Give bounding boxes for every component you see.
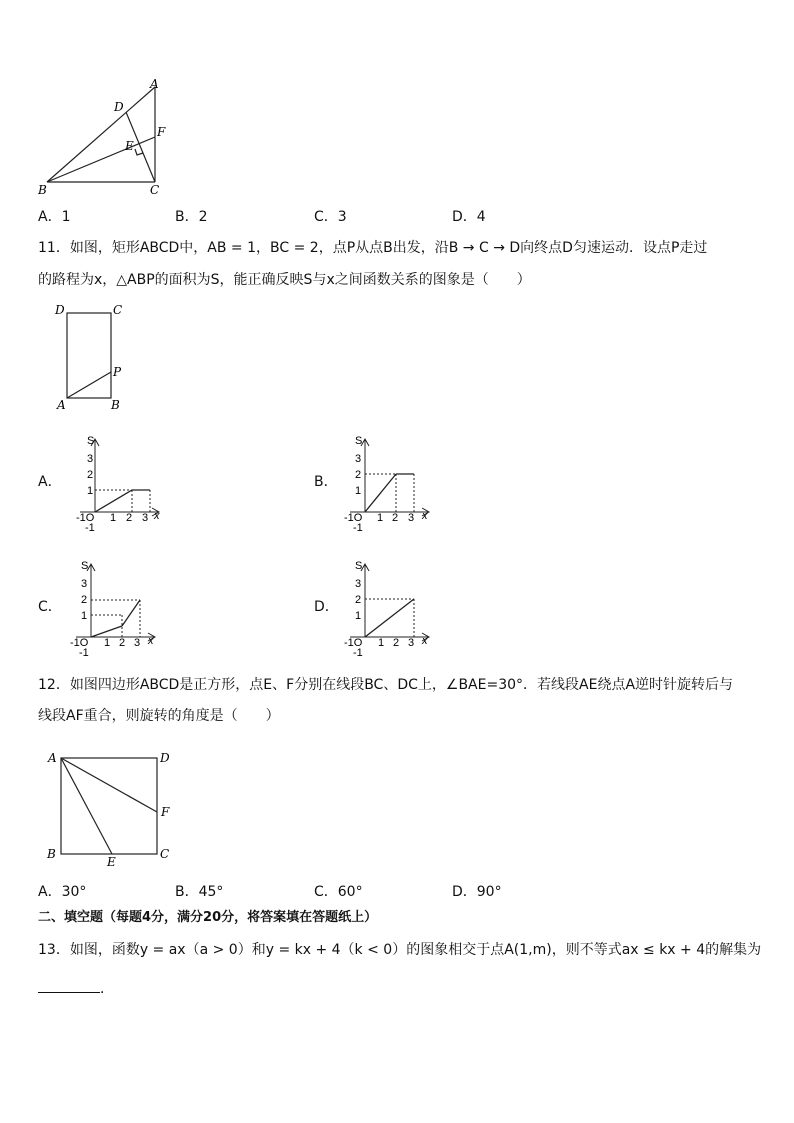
graph-b-neg-one: -1 (353, 522, 363, 534)
graph-c-origin: -1O (70, 637, 89, 649)
q12-option-a[interactable]: A．30° (38, 884, 87, 900)
section-fill-in-title: 二、填空题（每题4分，满分20分，将答案填在答题纸上） (38, 910, 378, 925)
graph-c-neg-one: -1 (79, 647, 89, 659)
graph-c-ytick-3: 3 (81, 578, 88, 590)
graph-c-xtick-2: 2 (119, 637, 126, 649)
graph-a-ytick-2: 2 (87, 469, 94, 481)
graph-a-s-label: S (87, 435, 95, 447)
graph-c-s-label: S (81, 560, 89, 572)
q10-option-b[interactable]: B．2 (175, 209, 208, 225)
fig10-label-d: D (114, 100, 124, 114)
graph-a-xtick-1: 1 (110, 512, 117, 524)
q11-rect-label-p: P (113, 365, 122, 379)
graph-c-xtick-1: 1 (104, 637, 111, 649)
graph-a-xtick-3: 3 (142, 512, 149, 524)
graph-b-ytick-2: 2 (355, 469, 362, 481)
graph-a-x-label: x (154, 510, 160, 522)
graph-b-x-label: x (422, 510, 428, 522)
q12-option-d[interactable]: D．90° (452, 884, 502, 900)
q11-rect-label-c: C (113, 303, 123, 317)
graph-d-ytick-3: 3 (355, 578, 362, 590)
graph-b-ytick-3: 3 (355, 453, 362, 465)
fig10-label-c: C (150, 183, 160, 197)
graph-b-s-label: S (355, 435, 363, 447)
graph-b-xtick-3: 3 (408, 512, 415, 524)
q10-option-a[interactable]: A．1 (38, 209, 71, 225)
fig10-label-b: B (38, 183, 47, 197)
graph-d-ytick-1: 1 (355, 610, 362, 622)
graph-d-x-label: x (422, 635, 428, 647)
q12-label-f: F (161, 805, 170, 819)
q11-stem-line1: 11．如图，矩形ABCD中，AB = 1，BC = 2，点P从点B出发，沿B → C → D向终点D匀速运动．设点P走过 (38, 240, 708, 256)
q13-answer-blank[interactable] (38, 976, 100, 993)
q11-stem-line2: 的路程为x，△ABP的面积为S，能正确反映S与x之间函数关系的图象是（ ） (38, 272, 531, 288)
q12-stem-line2: 线段AF重合，则旋转的角度是（ ） (38, 708, 280, 724)
graph-d-origin: -1O (344, 637, 363, 649)
q10-option-d[interactable]: D．4 (452, 209, 486, 225)
graph-b-origin: -1O (344, 512, 363, 524)
graph-d-xtick-2: 2 (393, 637, 400, 649)
q11-option-c[interactable]: C． (38, 599, 62, 615)
graph-c-x-label: x (148, 635, 154, 647)
q11-rect-label-b: B (111, 398, 120, 412)
graph-b-ytick-1: 1 (355, 485, 362, 497)
q12-label-a: A (48, 751, 57, 765)
fig10-label-f: F (157, 125, 166, 139)
graph-d-s-label: S (355, 560, 363, 572)
graph-a-origin: -1O (76, 512, 95, 524)
q10-option-c[interactable]: C．3 (314, 209, 347, 225)
q11-rect-label-d: D (55, 303, 65, 317)
q13-stem: 13．如图，函数y = ax（a > 0）和y = kx + 4（k < 0）的图象相交于点A(1,m)，则不等式ax ≤ kx + 4的解集为 (38, 942, 762, 958)
graph-d-neg-one: -1 (353, 647, 363, 659)
q11-rect-label-a: A (57, 398, 66, 412)
graph-a-neg-one: -1 (85, 522, 95, 534)
q11-option-a[interactable]: A． (38, 474, 62, 490)
q12-stem-line1: 12．如图四边形ABCD是正方形，点E、F分别在线段BC、DC上，∠BAE=30°．若线段AE绕点A逆时针旋转后与 (38, 677, 734, 693)
graph-a-ytick-1: 1 (87, 485, 94, 497)
q12-label-b: B (47, 847, 56, 861)
graph-d-ytick-2: 2 (355, 594, 362, 606)
graph-a-ytick-3: 3 (87, 453, 94, 465)
q12-label-e: E (107, 855, 116, 869)
q12-option-c[interactable]: C．60° (314, 884, 363, 900)
q12-label-c: C (160, 847, 170, 861)
q13-answer-row (38, 976, 114, 996)
graph-b-xtick-1: 1 (377, 512, 384, 524)
fig10-label-e: E (125, 139, 134, 153)
q11-option-b[interactable]: B． (314, 474, 338, 490)
graph-c-xtick-3: 3 (134, 637, 141, 649)
graph-d-xtick-3: 3 (408, 637, 415, 649)
graph-d-xtick-1: 1 (378, 637, 385, 649)
graph-c-ytick-1: 1 (81, 610, 88, 622)
q13-end-mark: ． (100, 981, 114, 997)
q11-option-d[interactable]: D． (314, 599, 339, 615)
q12-label-d: D (160, 751, 170, 765)
q12-option-b[interactable]: B．45° (175, 884, 224, 900)
graph-a-xtick-2: 2 (126, 512, 133, 524)
graph-b-xtick-2: 2 (392, 512, 399, 524)
graph-c-ytick-2: 2 (81, 594, 88, 606)
fig10-label-a: A (150, 77, 159, 91)
